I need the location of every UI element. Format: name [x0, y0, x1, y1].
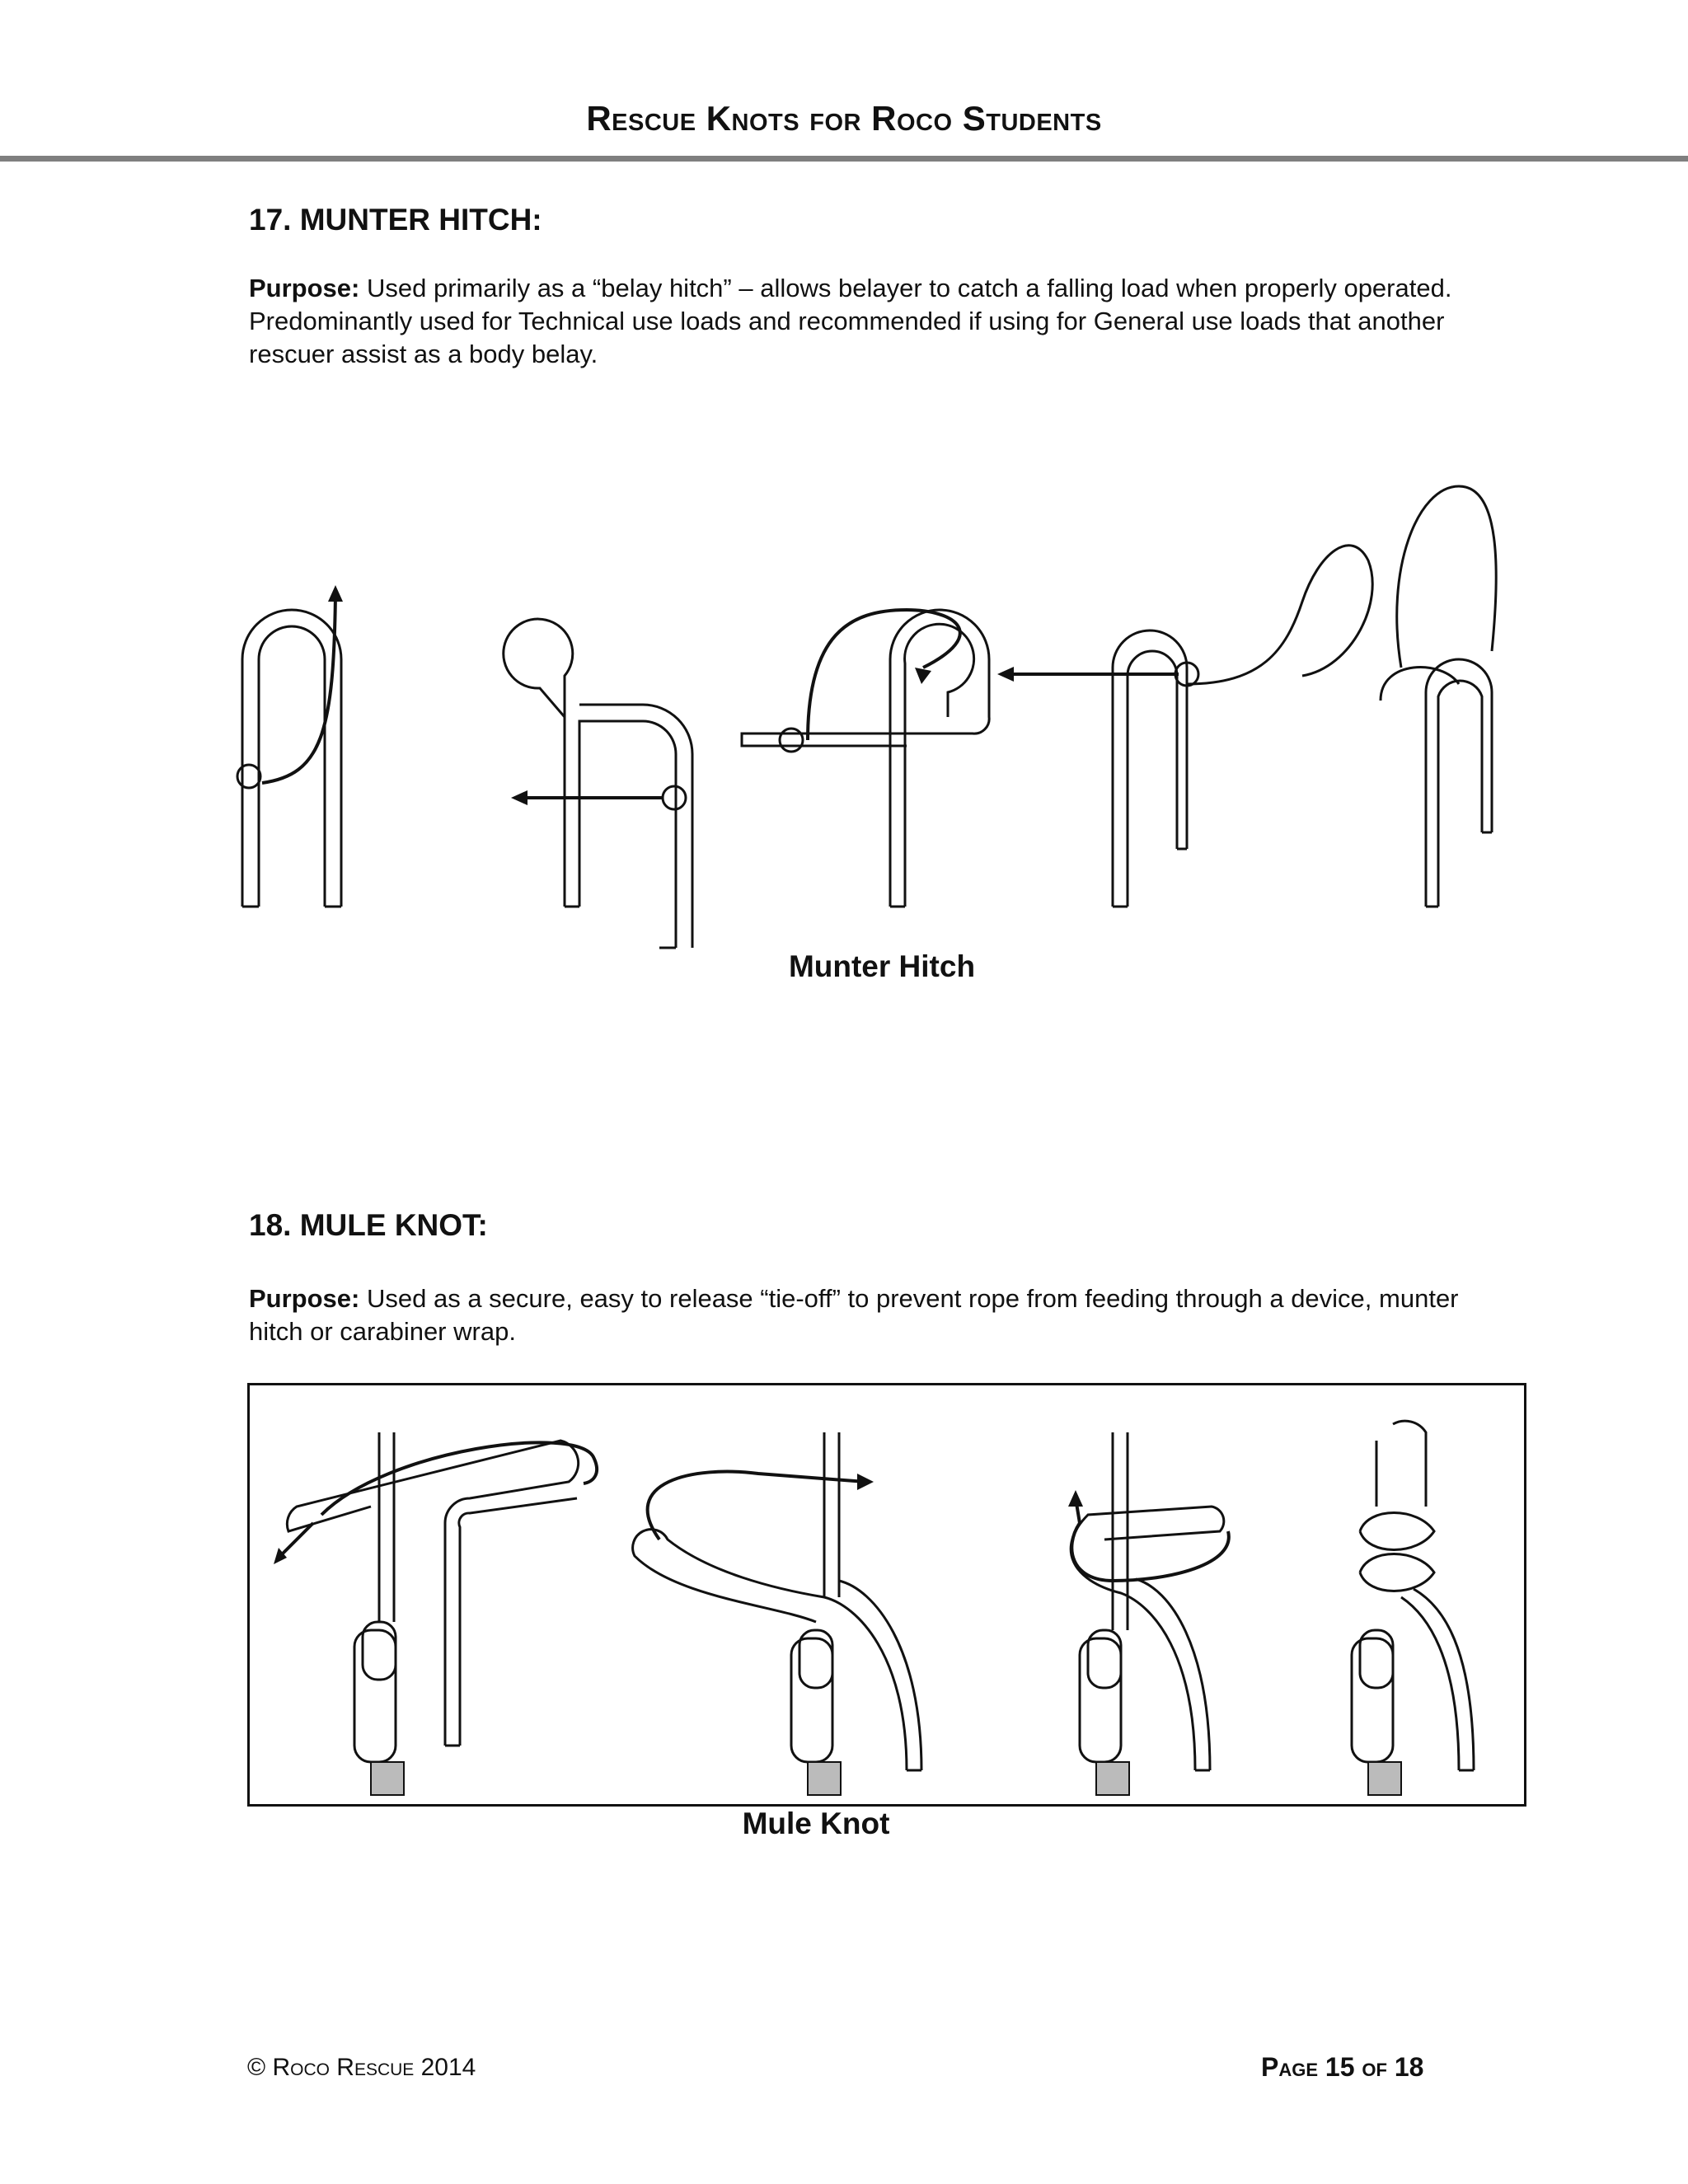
purpose-label: Purpose:	[249, 1284, 360, 1313]
mule-knot-illustration	[247, 1383, 1526, 1807]
munter-step-1	[237, 585, 343, 907]
header-divider	[0, 156, 1688, 162]
munter-step-3	[742, 610, 989, 907]
caption-mule-knot: Mule Knot	[742, 1807, 890, 1840]
munter-step-5	[1381, 486, 1496, 907]
section-title-mule-knot: 18. MULE KNOT:	[249, 1208, 488, 1242]
purpose-label: Purpose:	[249, 274, 360, 302]
munter-hitch-illustration	[231, 470, 1517, 964]
mule-knot-frame	[249, 1385, 1526, 1806]
purpose-mule-knot	[249, 1282, 1469, 1348]
footer-page-number: Page 15 of 18	[1261, 2052, 1424, 2082]
purpose-munter-hitch	[249, 272, 1469, 371]
caption-munter-hitch: Munter Hitch	[788, 949, 976, 983]
purpose-text: Used as a secure, easy to release “tie-off” to prevent rope from feeding through a device, munter hitch or carabiner wrap.	[249, 1284, 1459, 1346]
purpose-text: Used primarily as a “belay hitch” – allows belayer to catch a falling load when properly operated. Predominantly used for Technical use loads and recommended if using for General use loads that another rescuer assist as a body belay.	[249, 274, 1452, 368]
footer-copyright: © Roco Rescue 2014	[247, 2054, 476, 2081]
munter-step-4	[997, 546, 1372, 907]
munter-step-2	[504, 619, 692, 948]
section-title-munter-hitch: 17. MUNTER HITCH:	[249, 203, 542, 237]
page-header-title: Rescue Knots for Roco Students	[586, 99, 1102, 138]
